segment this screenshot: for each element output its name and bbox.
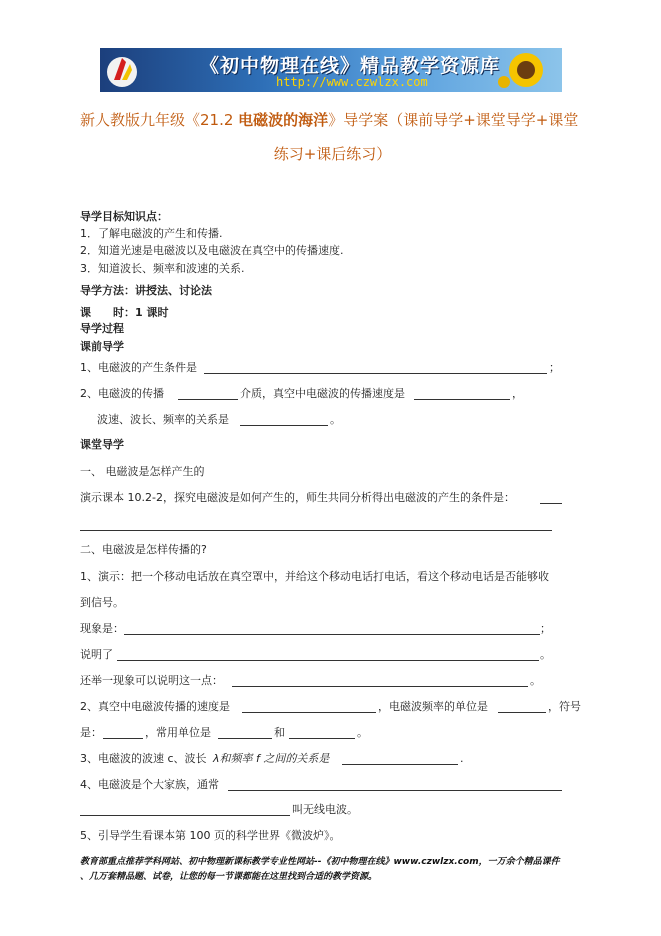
footer-note xyxy=(80,855,590,885)
pre-class-heading: 课前导学 xyxy=(80,340,124,353)
blank-line[interactable] xyxy=(540,503,562,504)
pre-q1-end: ； xyxy=(549,361,560,374)
process-heading: 导学过程 xyxy=(80,322,124,335)
pre-q1: 1、电磁波的产生条件是 xyxy=(80,361,197,374)
blank-line[interactable] xyxy=(103,738,143,739)
pre-q3-end: 。 xyxy=(330,413,341,426)
guide-text: 5、引导学生看课本第 100 页的科学世界《微波炉》。 xyxy=(80,829,341,842)
blank-line[interactable] xyxy=(289,738,355,739)
blank-line[interactable] xyxy=(117,660,539,661)
title-prefix: 新人教版九年级《21.2 xyxy=(80,111,239,129)
sunflower-icon xyxy=(496,50,556,90)
objectives-heading: 导学目标知识点： xyxy=(80,210,168,223)
explains-end: 。 xyxy=(540,648,551,661)
blank-line[interactable] xyxy=(124,634,540,635)
phenomenon-end: ； xyxy=(540,622,551,635)
in-class-heading: 课堂导学 xyxy=(80,438,124,451)
another-end: 。 xyxy=(530,674,541,687)
objective-item: 3．知道波长、频率和波速的关系. xyxy=(80,262,245,275)
another-label: 还举一现象可以说明这一点： xyxy=(80,674,223,687)
footer-line-1: 教育部重点推荐学科网站、初中物理新课标教学专业性网站--《初中物理在线》www.czwlzx.com，一万余个精品课件 xyxy=(80,857,560,867)
relation-question-a: 3、电磁波的波速 c、波长 xyxy=(80,752,207,765)
blank-line[interactable] xyxy=(414,399,510,400)
objective-item: 1．了解电磁波的产生和传播. xyxy=(80,227,223,240)
explains-label: 说明了 xyxy=(80,648,113,661)
banner-title: 《初中物理在线》精品教学资源库 xyxy=(200,55,501,77)
blank-line[interactable] xyxy=(242,712,376,713)
speed-mid2: ，符号 xyxy=(548,700,581,713)
section-1-heading: 一、 电磁波是怎样产生的 xyxy=(80,465,205,478)
relation-question-b: λ和频率 f 之间的关系是 xyxy=(213,752,330,765)
demo-line-1: 1、演示：把一个移动电话放在真空罩中，并给这个移动电话打电话，看这个移动电话是否能够收 xyxy=(80,570,549,583)
speed-question: 2、真空中电磁波传播的速度是 xyxy=(80,700,230,713)
section-1-text: 演示课本 10.2-2，探究电磁波是如何产生的，师生共同分析得出电磁波的产生的条件是： xyxy=(80,491,515,504)
blank-line[interactable] xyxy=(218,738,272,739)
demo-line-2: 到信号。 xyxy=(80,596,124,609)
family-question: 4、电磁波是个大家族，通常 xyxy=(80,778,219,791)
method-text: 导学方法：讲授法、讨论法 xyxy=(80,284,212,297)
pre-q2: 2、电磁波的传播 xyxy=(80,387,164,400)
blank-line[interactable] xyxy=(240,425,328,426)
unit-end: 。 xyxy=(357,726,368,739)
blank-line[interactable] xyxy=(80,815,290,816)
phenomenon-label: 现象是： xyxy=(80,622,124,635)
speed-mid: ，电磁波频率的单位是 xyxy=(378,700,488,713)
blank-line[interactable] xyxy=(228,790,562,791)
footer-line-2: 、几万套精品题、试卷，让您的每一节课都能在这里找到合适的教学资源。 xyxy=(80,872,378,882)
blank-line[interactable] xyxy=(232,686,528,687)
blank-line[interactable] xyxy=(178,399,238,400)
title-suffix: 》导学案（课前导学+课堂导学+课堂 xyxy=(328,111,579,129)
pre-q2-mid: 介质，真空中电磁波的传播速度是 xyxy=(240,387,405,400)
site-logo-icon xyxy=(102,50,142,90)
blank-line[interactable] xyxy=(498,712,546,713)
title-line2: 练习+课后练习） xyxy=(273,145,392,163)
section-2-heading: 二、电磁波是怎样传播的? xyxy=(80,543,207,556)
document-title xyxy=(80,103,585,171)
speed-end: 是： xyxy=(80,726,102,739)
unit-and: 和 xyxy=(274,726,285,739)
pre-q3: 波速、波长、频率的关系是 xyxy=(97,413,229,426)
objective-item: 2．知道光速是电磁波以及电磁波在真空中的传播速度. xyxy=(80,244,344,257)
pre-q2-end: ， xyxy=(512,387,523,400)
header-banner xyxy=(100,48,562,92)
blank-line[interactable] xyxy=(342,764,458,765)
relation-end: . xyxy=(460,752,464,765)
blank-line[interactable] xyxy=(80,530,552,531)
banner-url[interactable]: http://www.czwlzx.com xyxy=(276,75,428,89)
blank-line[interactable] xyxy=(204,373,547,374)
period-text: 课 时：1 课时 xyxy=(80,306,169,319)
family-end: 叫无线电波。 xyxy=(292,803,358,816)
title-topic: 电磁波的海洋 xyxy=(238,111,329,129)
unit-common: ，常用单位是 xyxy=(145,726,211,739)
